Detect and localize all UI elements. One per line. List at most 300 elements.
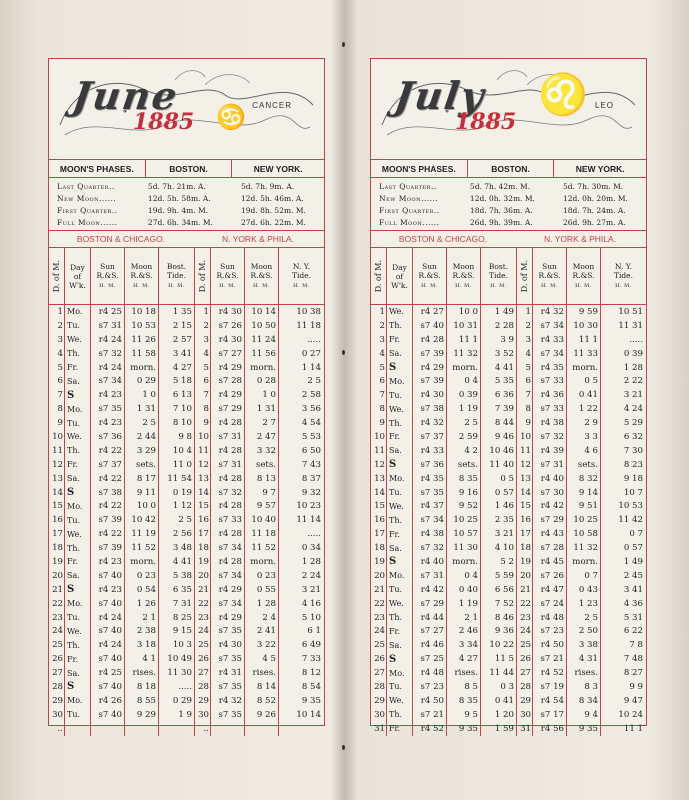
day-of-month: 27 — [517, 666, 533, 680]
moon-rise-set: 8 3 — [567, 680, 601, 694]
phases-column-header: MOON'S PHASES. — [49, 160, 146, 177]
tide-time: 2 22 — [623, 376, 643, 387]
tide-time: ..... — [307, 529, 321, 540]
moon-rise-set: rises. — [447, 666, 481, 680]
day-of-month: 24 — [517, 624, 533, 638]
moon-rise-set: 2 46 — [447, 624, 481, 638]
table-row — [371, 680, 646, 694]
table-row — [371, 333, 646, 347]
tide-time: 0 39 — [623, 348, 643, 359]
tide-time: 0 27 — [301, 348, 321, 359]
day-of-month: 22 — [49, 597, 65, 611]
day-of-week: Fr. — [65, 361, 91, 375]
hours-minutes-label: H. M. — [168, 282, 185, 289]
sun-rise-set: s7 40 — [91, 624, 125, 638]
day-of-month: 29 — [49, 694, 65, 708]
column-header-label: of — [73, 271, 82, 281]
column-header-label: D. of M. — [374, 259, 383, 293]
city-headers — [371, 231, 646, 248]
month-title: July — [391, 73, 489, 118]
tide-time: 7 8 — [629, 640, 643, 651]
day-of-week: We. — [65, 430, 91, 444]
day-of-month: 1 — [195, 305, 211, 319]
tide-time: 9 36 — [481, 624, 517, 638]
sun-rise-set — [211, 722, 245, 736]
tide-time: 10 46 — [481, 444, 517, 458]
moon-rise-set: morn. — [125, 361, 159, 375]
day-of-month: 21 — [49, 583, 65, 597]
sun-rise-set — [91, 722, 125, 736]
moon-phase-row — [371, 180, 646, 192]
year-label: 1885 — [455, 109, 517, 135]
moon-rise-set: 3 3 — [567, 430, 601, 444]
sun-rise-set: r4 42 — [413, 583, 447, 597]
tide-time: 2 15 — [159, 319, 195, 333]
day-of-month: 26 — [49, 652, 65, 666]
day-of-month: 24 — [195, 624, 211, 638]
tide-time: 1 9 — [159, 708, 195, 722]
tide-time: 3 21 — [301, 584, 321, 595]
hours-minutes-label: H. M. — [421, 282, 438, 289]
tide-time: ..... — [159, 680, 195, 694]
tide-time: 0 29 — [159, 694, 195, 708]
phases-column-header: NEW YORK. — [575, 163, 625, 174]
moon-rise-set: 0 43 — [567, 583, 601, 597]
phase-name: Full Moon...... — [57, 217, 118, 227]
table-row — [371, 597, 646, 611]
day-of-week: Th. — [387, 319, 413, 333]
table-row — [49, 361, 324, 375]
moon-rise-set: 10 25 — [447, 513, 481, 527]
moon-rise-set: 10 18 — [125, 305, 159, 319]
moon-rise-set: 0 5 — [567, 374, 601, 388]
day-of-month: 16 — [517, 513, 533, 527]
crab-icon: ♋ — [216, 103, 246, 131]
table-body — [49, 305, 324, 736]
sun-rise-set: s7 35 — [211, 708, 245, 722]
moon-phase-row — [371, 216, 646, 228]
moon-rise-set: 9 4 — [567, 708, 601, 722]
sun-rise-set: s7 30 — [533, 486, 567, 500]
moon-rise-set: 4 5 — [245, 652, 279, 666]
day-of-month: 10 — [195, 430, 211, 444]
sun-rise-set: r4 35 — [413, 472, 447, 486]
tide-time: 10 23 — [296, 501, 321, 512]
tide-time: 11 44 — [481, 666, 517, 680]
column-header-label: R.&S. — [452, 270, 475, 280]
tide-time: 5 29 — [623, 418, 643, 429]
day-of-week: S — [387, 652, 413, 666]
sun-rise-set: r4 29 — [211, 583, 245, 597]
sun-rise-set: r4 33 — [533, 333, 567, 347]
tide-time: 11 54 — [159, 472, 195, 486]
sun-rise-set: s7 34 — [211, 541, 245, 555]
column-header — [517, 248, 533, 304]
day-of-week: Mo. — [65, 694, 91, 708]
tide-time: 4 41 — [159, 555, 195, 569]
sun-rise-set: s7 28 — [211, 374, 245, 388]
sun-rise-set: r4 23 — [91, 388, 125, 402]
day-of-month: 20 — [195, 569, 211, 583]
moon-rise-set: 2 9 — [567, 416, 601, 430]
tide-time: 9 18 — [623, 473, 643, 484]
table-row — [371, 361, 646, 375]
moon-rise-set: 1 31 — [125, 402, 159, 416]
sun-rise-set: s7 27 — [211, 347, 245, 361]
day-of-month: 19 — [195, 555, 211, 569]
moon-rise-set: 1 0 — [125, 388, 159, 402]
day-of-week — [65, 722, 91, 736]
day-of-month: 13 — [195, 472, 211, 486]
tide-time: ..... — [307, 334, 321, 345]
table-row — [49, 652, 324, 666]
tide-time: 5 35 — [481, 374, 517, 388]
day-of-week: Sa. — [65, 569, 91, 583]
tide-time: 4 16 — [301, 598, 321, 609]
binding-hole — [342, 42, 345, 47]
tide-time: 11 18 — [296, 320, 321, 331]
sun-rise-set: s7 37 — [413, 430, 447, 444]
sun-rise-set: s7 32 — [91, 347, 125, 361]
moon-rise-set: 3 18 — [125, 638, 159, 652]
tide-time: 10 53 — [618, 501, 643, 512]
day-of-week: We. — [387, 597, 413, 611]
moon-rise-set: morn. — [245, 361, 279, 375]
day-of-month: 30 — [517, 708, 533, 722]
table-row — [49, 638, 324, 652]
sun-rise-set: s7 26 — [211, 319, 245, 333]
day-of-month: 26 — [517, 652, 533, 666]
sun-rise-set: s7 33 — [533, 374, 567, 388]
moon-phase-row — [49, 216, 324, 228]
tide-time: 5 10 — [301, 612, 321, 623]
day-of-month: .. — [49, 722, 65, 736]
day-of-week: S — [65, 486, 91, 500]
moon-rise-set: morn. — [567, 555, 601, 569]
day-of-month: 5 — [49, 361, 65, 375]
tide-time: 11 42 — [618, 515, 643, 526]
moon-rise-set: sets. — [125, 458, 159, 472]
tide-time: 11 0 — [159, 458, 195, 472]
table-row — [49, 388, 324, 402]
tide-time: 10 7 — [623, 487, 643, 498]
city-header: BOSTON & CHICAGO. — [76, 234, 166, 244]
tide-time: 0 3 — [481, 680, 517, 694]
moon-rise-set: 4 6 — [567, 444, 601, 458]
moon-rise-set: 11 19 — [125, 527, 159, 541]
table-row — [49, 319, 324, 333]
moon-rise-set: 9 57 — [245, 499, 279, 513]
tide-time: 5 18 — [159, 374, 195, 388]
tide-time: 11 14 — [296, 515, 321, 526]
tide-time: 8 54 — [301, 681, 321, 692]
sun-rise-set: r4 26 — [91, 694, 125, 708]
column-header — [195, 248, 211, 304]
moon-rise-set: 10 42 — [125, 513, 159, 527]
tide-time: 8 23 — [623, 459, 643, 470]
table-row — [371, 430, 646, 444]
tide-time: 0 57 — [623, 543, 643, 554]
day-of-month: 14 — [517, 486, 533, 500]
moon-rise-set: 1 23 — [567, 597, 601, 611]
zodiac-sign-label: CANCER — [252, 101, 292, 110]
day-of-month: 1 — [517, 305, 533, 319]
day-of-week: We. — [65, 527, 91, 541]
column-header-label: R.&S. — [538, 270, 561, 280]
day-of-month: 31 — [517, 722, 533, 736]
column-header-label: Sun — [542, 261, 557, 271]
hours-minutes-label: H. M. — [541, 282, 558, 289]
column-header-label: Moon — [130, 261, 153, 271]
tide-time: 0 57 — [481, 486, 517, 500]
tide-time: 11 1 — [623, 723, 643, 734]
day-of-week: We. — [65, 624, 91, 638]
table-row — [49, 402, 324, 416]
sun-rise-set: s7 40 — [91, 569, 125, 583]
hours-minutes-label: H. M. — [219, 282, 236, 289]
phase-time: 5d. 7h. 30m. M. — [562, 181, 624, 191]
day-of-month: 9 — [371, 416, 387, 430]
day-of-month: 26 — [195, 652, 211, 666]
day-of-week: Tu. — [65, 611, 91, 625]
column-header-label: Tide. — [166, 270, 187, 280]
city-header: BOSTON & CHICAGO. — [398, 234, 488, 244]
tide-time: 3 56 — [301, 404, 321, 415]
tide-time: 10 38 — [296, 306, 321, 317]
moon-rise-set: 3 22 — [245, 638, 279, 652]
sun-rise-set: s7 35 — [413, 486, 447, 500]
hours-minutes-label: H. M. — [455, 282, 472, 289]
column-header — [49, 248, 65, 304]
table-row — [49, 333, 324, 347]
day-of-week: We. — [387, 694, 413, 708]
sun-rise-set: r4 42 — [533, 499, 567, 513]
phase-time: 19d. 9h. 4m. M. — [147, 205, 209, 215]
phase-time: 18d. 7h. 36m. A. — [469, 205, 533, 215]
tide-time: 10 14 — [296, 709, 321, 720]
sun-rise-set: r4 35 — [533, 361, 567, 375]
moon-rise-set: 8 34 — [567, 694, 601, 708]
table-row — [49, 444, 324, 458]
table-row — [371, 569, 646, 583]
phase-name: New Moon...... — [379, 193, 439, 203]
moon-rise-set: 3 34 — [447, 638, 481, 652]
tide-time: 5 53 — [301, 431, 321, 442]
sun-rise-set: s7 37 — [91, 458, 125, 472]
tide-time: 4 41 — [481, 361, 517, 375]
moon-rise-set: 11 32 — [567, 541, 601, 555]
tide-time: 11 30 — [159, 666, 195, 680]
sun-rise-set: r4 23 — [91, 555, 125, 569]
moon-rise-set: 1 19 — [447, 597, 481, 611]
day-of-month: 14 — [195, 486, 211, 500]
tide-time: 5 59 — [481, 569, 517, 583]
phase-time: 12d. 5h. 58m. A. — [147, 193, 211, 203]
day-of-month: 3 — [517, 333, 533, 347]
tide-time: 11 31 — [618, 320, 643, 331]
column-header-label: N. Y. — [614, 261, 633, 271]
day-of-month: 10 — [371, 430, 387, 444]
tide-time: 8 46 — [481, 611, 517, 625]
tide-time: 9 46 — [481, 430, 517, 444]
tide-time: 9 15 — [159, 624, 195, 638]
tide-time: 0 19 — [159, 486, 195, 500]
tide-time: 4 27 — [159, 361, 195, 375]
table-row — [371, 402, 646, 416]
tide-time: 9 32 — [301, 487, 321, 498]
tide-time: 3 41 — [159, 347, 195, 361]
sun-rise-set: s7 23 — [533, 624, 567, 638]
column-header-label: Bost. — [166, 261, 187, 271]
sun-rise-set: r4 32 — [413, 416, 447, 430]
sun-rise-set: r4 40 — [413, 555, 447, 569]
sun-rise-set: r4 31 — [211, 666, 245, 680]
moon-rise-set: 11 32 — [447, 347, 481, 361]
sun-rise-set: r4 24 — [91, 361, 125, 375]
moon-rise-set: morn. — [245, 555, 279, 569]
day-of-month: 10 — [49, 430, 65, 444]
table-row — [49, 486, 324, 500]
column-header — [125, 248, 159, 304]
phase-name: First Quarter.. — [57, 205, 118, 215]
sun-rise-set: s7 39 — [413, 374, 447, 388]
moon-rise-set: sets. — [245, 458, 279, 472]
column-header — [533, 248, 567, 304]
day-of-month: 12 — [49, 458, 65, 472]
moon-rise-set: 10 30 — [567, 319, 601, 333]
sun-rise-set: r4 38 — [533, 416, 567, 430]
moon-rise-set: sets. — [447, 458, 481, 472]
moon-rise-set: morn. — [447, 555, 481, 569]
day-of-month: 27 — [49, 666, 65, 680]
tide-time: 3 48 — [159, 541, 195, 555]
day-of-month: 25 — [371, 638, 387, 652]
tide-time: 10 24 — [618, 709, 643, 720]
tide-time: 8 27 — [623, 668, 643, 679]
moon-phases-table — [371, 160, 646, 231]
city-header: N. YORK & PHILA. — [221, 234, 295, 244]
day-of-month: 5 — [195, 361, 211, 375]
moon-rise-set: 3 32 — [245, 444, 279, 458]
day-of-month: 28 — [371, 680, 387, 694]
tide-time: 1 20 — [481, 708, 517, 722]
day-of-month: 9 — [49, 416, 65, 430]
sun-rise-set: r4 30 — [413, 388, 447, 402]
moon-rise-set: 2 41 — [245, 624, 279, 638]
day-of-week: Mo. — [65, 597, 91, 611]
day-of-week: S — [65, 388, 91, 402]
sun-rise-set: s7 39 — [413, 347, 447, 361]
moon-rise-set: 11 26 — [125, 333, 159, 347]
tide-time: 1 49 — [623, 556, 643, 567]
moon-rise-set: 0 23 — [245, 569, 279, 583]
day-of-week: Mo. — [65, 499, 91, 513]
column-header — [65, 248, 91, 304]
tide-time: 2 35 — [481, 513, 517, 527]
sun-rise-set: r4 48 — [533, 611, 567, 625]
sun-rise-set: r4 30 — [211, 333, 245, 347]
table-row — [371, 694, 646, 708]
sun-rise-set: s7 17 — [533, 708, 567, 722]
table-row — [49, 458, 324, 472]
phases-column-header: BOSTON. — [468, 160, 555, 177]
day-of-month: 2 — [49, 319, 65, 333]
sun-rise-set: r4 48 — [413, 666, 447, 680]
table-row — [371, 499, 646, 513]
hours-minutes-label: H. M. — [133, 282, 150, 289]
tide-time: 10 51 — [618, 306, 643, 317]
day-of-month: 17 — [195, 527, 211, 541]
column-header-label: R.&S. — [216, 270, 239, 280]
sun-rise-set: r4 22 — [91, 527, 125, 541]
sun-rise-set: s7 40 — [91, 680, 125, 694]
table-row — [371, 319, 646, 333]
moon-rise-set: rises. — [567, 666, 601, 680]
moon-rise-set: 11 18 — [245, 527, 279, 541]
sun-rise-set: r4 45 — [533, 555, 567, 569]
binding-hole — [342, 745, 345, 750]
tide-time: 6 32 — [623, 431, 643, 442]
column-header-label: Sun — [422, 261, 437, 271]
day-of-week: Th. — [65, 444, 91, 458]
day-of-month: 2 — [371, 319, 387, 333]
moon-rise-set: 2 50 — [567, 624, 601, 638]
column-header-label: of — [395, 271, 404, 281]
sun-rise-set: r4 28 — [211, 555, 245, 569]
column-header-label: R.&S. — [572, 270, 595, 280]
moon-rise-set: 4 2 — [447, 444, 481, 458]
sun-rise-set: r4 23 — [91, 416, 125, 430]
moon-rise-set: 8 18 — [125, 680, 159, 694]
moon-rise-set: 1 0 — [245, 388, 279, 402]
sun-rise-set: r4 30 — [211, 305, 245, 319]
sun-rise-set: r4 39 — [533, 444, 567, 458]
sun-rise-set: r4 27 — [413, 305, 447, 319]
sun-rise-set: r4 23 — [91, 583, 125, 597]
sun-rise-set: r4 54 — [533, 694, 567, 708]
day-of-month: 21 — [371, 583, 387, 597]
moon-rise-set: 2 44 — [125, 430, 159, 444]
day-of-week: We. — [65, 333, 91, 347]
moon-rise-set: 9 11 — [125, 486, 159, 500]
day-of-month: 23 — [195, 611, 211, 625]
column-header-label: D. of M. — [520, 259, 529, 293]
day-of-month: 25 — [49, 638, 65, 652]
tide-time: 1 12 — [159, 499, 195, 513]
moon-rise-set: 2 38 — [125, 624, 159, 638]
sun-rise-set: r4 22 — [91, 499, 125, 513]
phase-time: 5d. 7h. 21m. A. — [147, 181, 206, 191]
day-of-week: Fr. — [65, 458, 91, 472]
sun-rise-set: s7 29 — [413, 597, 447, 611]
day-of-month: 15 — [195, 499, 211, 513]
column-header-label: Tide. — [613, 270, 634, 280]
tide-time: 1 49 — [481, 305, 517, 319]
day-of-week: Tu. — [387, 680, 413, 694]
day-of-month: 8 — [371, 402, 387, 416]
column-header — [481, 248, 517, 304]
sun-rise-set: s7 39 — [91, 541, 125, 555]
table-row — [49, 472, 324, 486]
day-of-week: Mo. — [387, 569, 413, 583]
moon-rise-set: 0 54 — [125, 583, 159, 597]
sun-rise-set: s7 34 — [533, 347, 567, 361]
sun-rise-set: s7 28 — [533, 541, 567, 555]
sun-rise-set: r4 30 — [211, 638, 245, 652]
day-of-month: 3 — [371, 333, 387, 347]
table-row — [49, 416, 324, 430]
tide-time: 0 34 — [301, 543, 321, 554]
